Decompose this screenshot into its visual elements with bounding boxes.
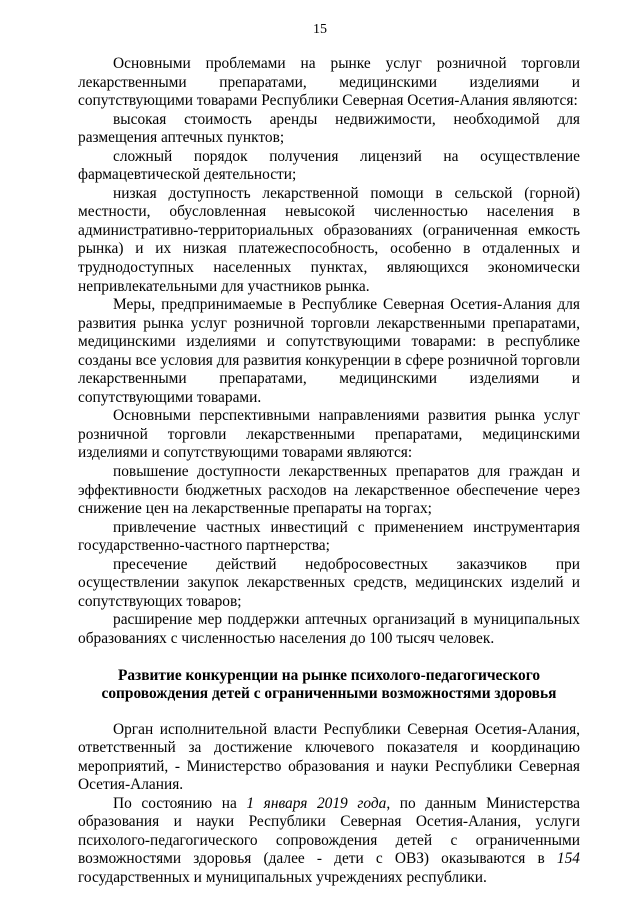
- paragraph: сложный порядок получения лицензий на осуществление фармацевтической деятельности;: [78, 147, 580, 184]
- text-run: По состоянию на: [113, 794, 247, 812]
- paragraph: [78, 795, 580, 888]
- paragraph: Орган исполнительной власти Республики Северная Осетия-Алания, ответственный за достижение ключевого показателя и координацию мероприятий, - Министерство образования и науки Республики Северная Осетия-Алания.: [78, 720, 580, 794]
- heading-line: Развитие конкуренции на рынке психолого-педагогического: [117, 666, 541, 684]
- paragraph: пресечение действий недобросовестных заказчиков при осуществлении закупок лекарственных средств, медицинских изделий и сопутствующих товаров;: [78, 555, 580, 610]
- date-text: 1 января 2019 года: [246, 794, 387, 812]
- text-run: государственных и муниципальных учреждениях республики.: [78, 868, 487, 886]
- paragraph: повышение доступности лекарственных препаратов для граждан и эффективности бюджетных расходов на лекарственное обеспечение через снижение цен на лекарственные препараты на торгах;: [78, 463, 580, 518]
- text-run: , по данным Министерства образования и науки Республики Северная Осетия-Алания, услуги психолого-педагогического сопровождения детей с ограниченными возможностями здоровья (далее - дети с ОВЗ) оказываются в: [78, 794, 581, 868]
- document-body: [78, 55, 580, 888]
- paragraph: расширение мер поддержки аптечных организаций в муниципальных образованиях с численностью населения до 100 тысяч человек.: [78, 611, 580, 647]
- paragraph: Основными перспективными направлениями развития рынка услуг розничной торговли лекарственными препаратами, медицинскими изделиями и сопутствующими товарами являются:: [78, 407, 580, 462]
- paragraph: Меры, предпринимаемые в Республике Северная Осетия-Алания для развития рынка услуг розничной торговли лекарственными препаратами, медицинскими изделиями и сопутствующими товарами: в республике созданы все условия для развития конкуренции в сфере розничной торговли лекарственными препаратами, медицинскими изделиями и сопутствующими товарами.: [78, 296, 580, 406]
- paragraph: Основными проблемами на рынке услуг розничной торговли лекарственными препаратами, медицинскими изделиями и сопутствующими товарами Республики Северная Осетия-Алания являются:: [78, 55, 580, 110]
- section-heading: [78, 667, 580, 704]
- spacer: [78, 649, 580, 667]
- page-number: 15: [313, 22, 327, 37]
- paragraph: привлечение частных инвестиций с применением инструментария государственно-частного партнерства;: [78, 518, 580, 555]
- paragraph: высокая стоимость аренды недвижимости, необходимой для размещения аптечных пунктов;: [78, 110, 580, 147]
- institution-count: 154: [556, 850, 580, 868]
- paragraph: низкая доступность лекарственной помощи в сельской (горной) местности, обусловленная невысокой численностью населения в административно-территориальных образованиях (ограниченная емкость рынка) и их низкая платежеспособность, особенно в отдаленных и труднодоступных населенных пунктах, являющихся экономически непривлекательными для участников рынка.: [78, 184, 580, 295]
- spacer: [78, 704, 580, 721]
- heading-line: сопровождения детей с ограниченными возможностями здоровья: [101, 685, 557, 703]
